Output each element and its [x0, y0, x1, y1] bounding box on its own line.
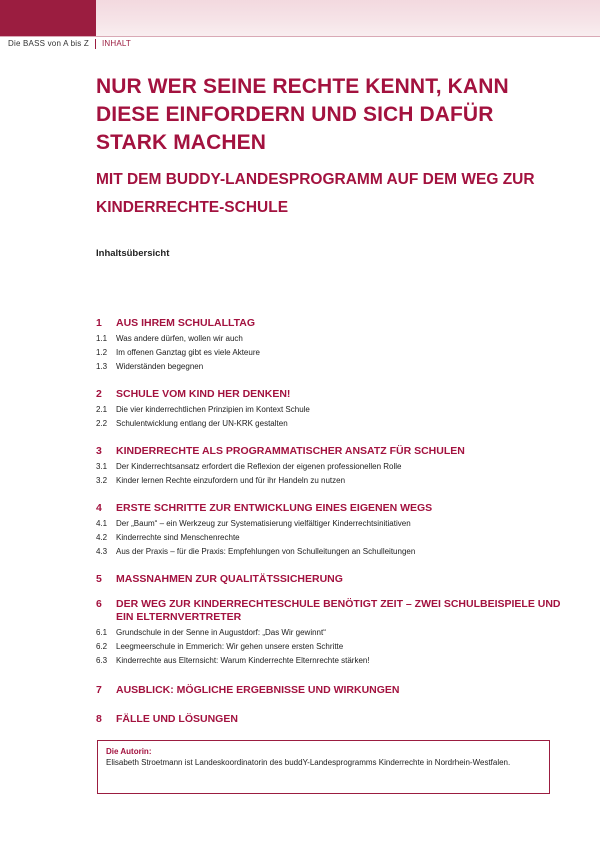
toc-subsection-title: Der Kinderrechtsansatz erfordert die Reflexion der eigenen professionellen Rolle	[116, 462, 402, 471]
overview-label: Inhaltsübersicht	[96, 248, 170, 259]
toc-subsection[interactable]	[96, 654, 566, 668]
toc-subsection-title: Aus der Praxis – für die Praxis: Empfehlungen von Schulleitungen an Schulleitungen	[116, 547, 416, 556]
toc-section-heading[interactable]	[96, 713, 566, 726]
toc-subsection-title: Kinder lernen Rechte einzufordern und für ihr Handeln zu nutzen	[116, 476, 346, 485]
toc-subsection-title: Grundschule in der Senne in Augustdorf: „Das Wir gewinnt“	[116, 628, 326, 637]
toc-subsection-number: 1.2	[96, 348, 108, 357]
runner-separator	[95, 39, 96, 49]
toc-section	[96, 317, 566, 374]
toc-section-number: 5	[96, 573, 102, 585]
toc-section-heading[interactable]	[96, 388, 566, 401]
toc-section-title: MASSNAHMEN ZUR QUALITÄTSSICHERUNG	[116, 573, 343, 585]
author-text: Elisabeth Stroetmann ist Landeskoordinatorin des buddY-Landesprogramms Kinderrechte in Nordrhein-Westfalen.	[106, 758, 511, 767]
toc-subsection-title: Der „Baum“ – ein Werkzeug zur Systematisierung vielfältiger Kinderrechtsinitiativen	[116, 519, 411, 528]
toc-section	[96, 502, 566, 559]
toc-subsection-number: 1.3	[96, 362, 108, 371]
toc-subsection-number: 4.1	[96, 519, 108, 528]
table-of-contents	[96, 305, 566, 726]
toc-subsection[interactable]	[96, 545, 566, 559]
author-box	[97, 740, 550, 794]
toc-subsection-title: Kinderrechte aus Elternsicht: Warum Kinderrechte Elternrechte stärken!	[116, 656, 370, 665]
toc-subsection-title: Kinderrechte sind Menschenrechte	[116, 533, 240, 542]
toc-section-heading[interactable]	[96, 598, 566, 624]
toc-section-number: 4	[96, 502, 102, 514]
toc-subsection[interactable]	[96, 403, 566, 417]
toc-subsection-title: Leegmeerschule in Emmerich: Wir gehen unsere ersten Schritte	[116, 642, 344, 651]
toc-section-number: 3	[96, 445, 102, 457]
toc-section-number: 7	[96, 684, 102, 696]
toc-section	[96, 388, 566, 431]
toc-subsection-title: Die vier kinderrechtlichen Prinzipien im Kontext Schule	[116, 405, 310, 414]
toc-subsection[interactable]	[96, 346, 566, 360]
toc-subsection-title: Was andere dürfen, wollen wir auch	[116, 334, 243, 343]
toc-section-heading[interactable]	[96, 684, 566, 697]
toc-subsection-title: Schulentwicklung entlang der UN-KRK gestalten	[116, 419, 288, 428]
running-header	[8, 39, 131, 51]
top-color-band	[0, 0, 600, 36]
toc-subsection[interactable]	[96, 626, 566, 640]
toc-subsection[interactable]	[96, 474, 566, 488]
toc-section-title: ERSTE SCHRITTE ZUR ENTWICKLUNG EINES EIGENEN WEGS	[116, 502, 433, 514]
toc-subsection-title: Widerständen begegnen	[116, 362, 204, 371]
toc-section-number: 6	[96, 598, 102, 610]
toc-subsection-title: Im offenen Ganztag gibt es viele Akteure	[116, 348, 260, 357]
toc-subsection-number: 6.3	[96, 656, 108, 665]
runner-right: INHALT	[101, 39, 131, 49]
toc-subsection-number: 3.1	[96, 462, 108, 471]
toc-subsection[interactable]	[96, 460, 566, 474]
toc-section-heading[interactable]	[96, 445, 566, 458]
toc-subsection[interactable]	[96, 360, 566, 374]
toc-subsection-number: 6.1	[96, 628, 108, 637]
page-subtitle: MIT DEM BUDDY-LANDESPROGRAMM AUF DEM WEG ZUR KINDERRECHTE-SCHULE	[96, 171, 535, 216]
toc-section	[96, 684, 566, 697]
band-light-block	[96, 0, 600, 36]
toc-section-title: AUSBLICK: MÖGLICHE ERGEBNISSE UND WIRKUNGEN	[116, 684, 400, 696]
toc-section-number: 8	[96, 713, 102, 725]
toc-section-number: 2	[96, 388, 102, 400]
toc-subsection[interactable]	[96, 517, 566, 531]
toc-section-title: AUS IHREM SCHULALLTAG	[116, 317, 256, 329]
toc-section-title: DER WEG ZUR KINDERRECHTESCHULE BENÖTIGT ZEIT – ZWEI SCHULBEISPIELE UND EIN ELTERNVERTRETER	[116, 598, 561, 623]
toc-subsection-number: 4.3	[96, 547, 108, 556]
toc-subsection-number: 2.1	[96, 405, 108, 414]
toc-section-title: SCHULE VOM KIND HER DENKEN!	[116, 388, 291, 400]
band-divider	[0, 36, 600, 37]
toc-section	[96, 445, 566, 488]
runner-left: Die BASS von A bis Z	[8, 39, 89, 49]
toc-section-title: KINDERRECHTE ALS PROGRAMMATISCHER ANSATZ FÜR SCHULEN	[116, 445, 465, 457]
toc-subsection[interactable]	[96, 531, 566, 545]
toc-subsection[interactable]	[96, 332, 566, 346]
toc-subsection-number: 2.2	[96, 419, 108, 428]
toc-section-heading[interactable]	[96, 317, 566, 330]
toc-section	[96, 713, 566, 726]
toc-section-title: FÄLLE UND LÖSUNGEN	[116, 713, 238, 725]
author-label: Die Autorin:	[106, 747, 152, 756]
toc-subsection-number: 3.2	[96, 476, 108, 485]
page-title: NUR WER SEINE RECHTE KENNT, KANN DIESE EINFORDERN UND SICH DAFÜR STARK MACHEN	[96, 75, 509, 154]
toc-section-number: 1	[96, 317, 102, 329]
toc-section-heading[interactable]	[96, 502, 566, 515]
toc-subsection[interactable]	[96, 417, 566, 431]
toc-section-heading[interactable]	[96, 573, 566, 586]
toc-section	[96, 573, 566, 586]
band-accent-block	[0, 0, 96, 36]
toc-section	[96, 598, 566, 668]
toc-subsection-number: 4.2	[96, 533, 108, 542]
toc-subsection-number: 6.2	[96, 642, 108, 651]
toc-subsection-number: 1.1	[96, 334, 108, 343]
toc-subsection[interactable]	[96, 640, 566, 654]
